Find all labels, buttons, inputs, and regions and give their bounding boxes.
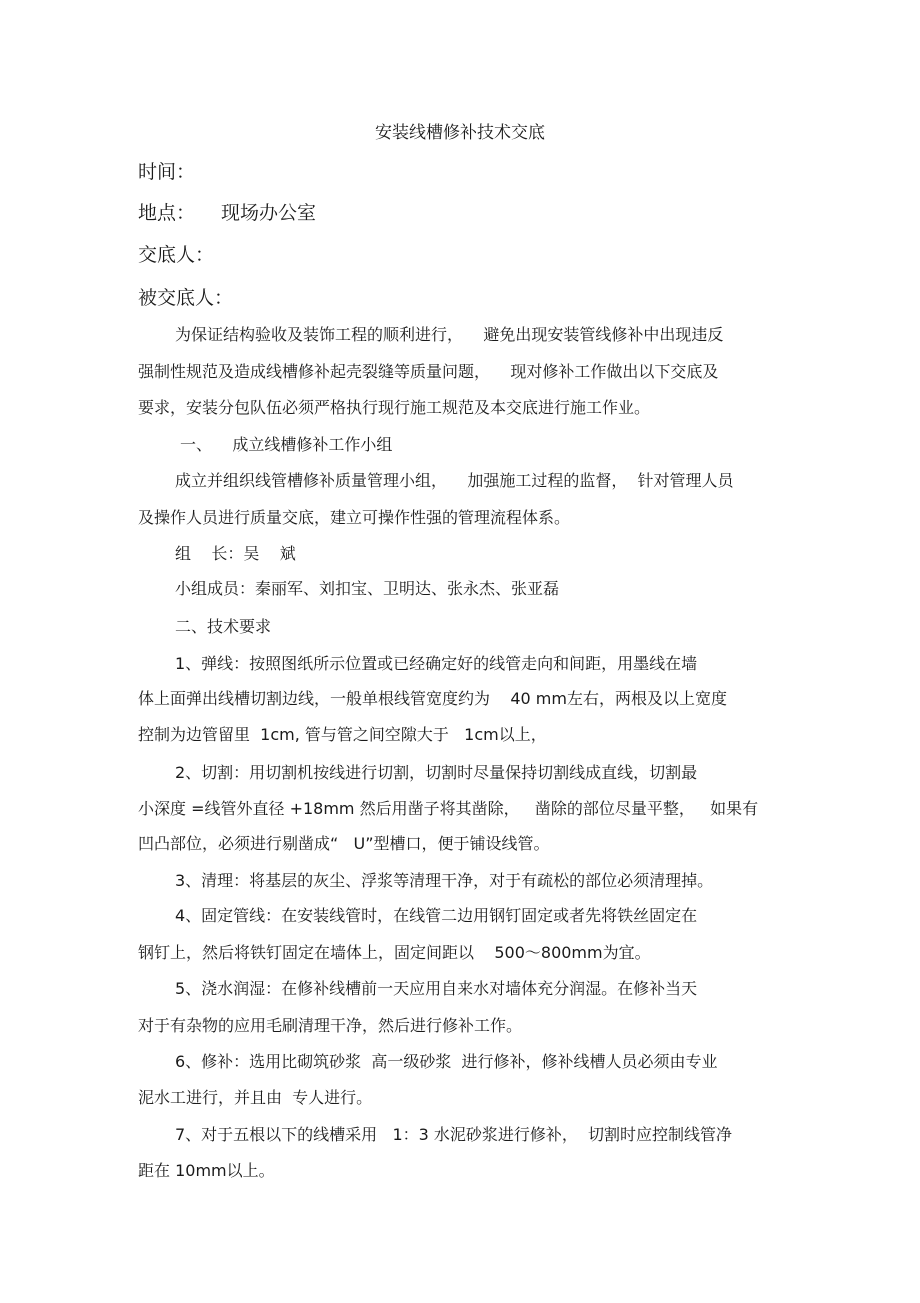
item-line: 泥水工进行，并且由 专人进行。 <box>138 1088 373 1107</box>
place-value: 现场办公室 <box>221 202 317 224</box>
section-paragraph-line: 成立并组织线管槽修补质量管理小组， 加强施工过程的监督， 针对管理人员 <box>175 471 734 490</box>
intro-line: 为保证结构验收及装饰工程的顺利进行， 避免出现安装管线修补中出现违反 <box>175 325 724 344</box>
item-line: 凹凸部位，必须进行剔凿成“ U”型槽口，便于铺设线管。 <box>138 834 550 853</box>
section-heading: 一、 成立线槽修补工作小组 <box>180 435 393 454</box>
item-line: 7、对于五根以下的线槽采用 1：3 水泥砂浆进行修补， 切割时应控制线管净 <box>175 1125 733 1144</box>
group-leader: 组 长：吴 斌 <box>175 544 296 563</box>
item-line: 钢钉上，然后将铁钉固定在墙体上，固定间距以 500～800mm为宜。 <box>138 943 651 962</box>
item-line: 控制为边管留里 1cm, 管与管之间空隙大于 1cm以上， <box>138 725 547 744</box>
recipient-label: 被交底人： <box>138 287 234 309</box>
item-line: 对于有杂物的应用毛刷清理干净，然后进行修补工作。 <box>138 1016 523 1035</box>
intro-line: 强制性规范及造成线槽修补起壳裂缝等质量问题， 现对修补工作做出以下交底及 <box>138 362 719 381</box>
place-label: 地点： <box>138 202 196 224</box>
intro-line: 要求，安装分包队伍必须严格执行现行施工规范及本交底进行施工作业。 <box>138 398 651 417</box>
discloser-label: 交底人： <box>138 244 215 266</box>
item-line: 6、修补：选用比砌筑砂浆 高一级砂浆 进行修补，修补线槽人员必须由专业 <box>175 1052 718 1071</box>
item-line: 1、弹线：按照图纸所示位置或已经确定好的线管走向和间距，用墨线在墙 <box>175 654 698 673</box>
group-members: 小组成员：秦丽军、刘扣宝、卫明达、张永杰、张亚磊 <box>175 579 560 598</box>
item-line: 4、固定管线：在安装线管时，在线管二边用钢钉固定或者先将铁丝固定在 <box>175 906 698 925</box>
time-label: 时间： <box>138 161 196 183</box>
item-line: 体上面弹出线槽切割边线，一般单根线管宽度约为 40 mm左右，两根及以上宽度 <box>138 689 727 708</box>
section-paragraph-line: 及操作人员进行质量交底，建立可操作性强的管理流程体系。 <box>138 508 571 527</box>
item-line: 2、切割：用切割机按线进行切割，切割时尽量保持切割线成直线，切割最 <box>175 763 698 782</box>
item-line: 3、清理：将基层的灰尘、浮浆等清理干净，对于有疏松的部位必须清理掉。 <box>175 871 714 890</box>
document-title: 安装线槽修补技术交底 <box>375 123 545 143</box>
item-line: 小深度 =线管外直径 +18mm 然后用凿子将其凿除， 凿除的部位尽量平整， 如果有 <box>138 799 759 818</box>
item-line: 距在 10mm以上。 <box>138 1161 275 1180</box>
section-heading: 二、技术要求 <box>175 617 272 636</box>
place-row <box>138 201 316 225</box>
item-line: 5、浇水润湿：在修补线槽前一天应用自来水对墙体充分润湿。在修补当天 <box>175 979 698 998</box>
